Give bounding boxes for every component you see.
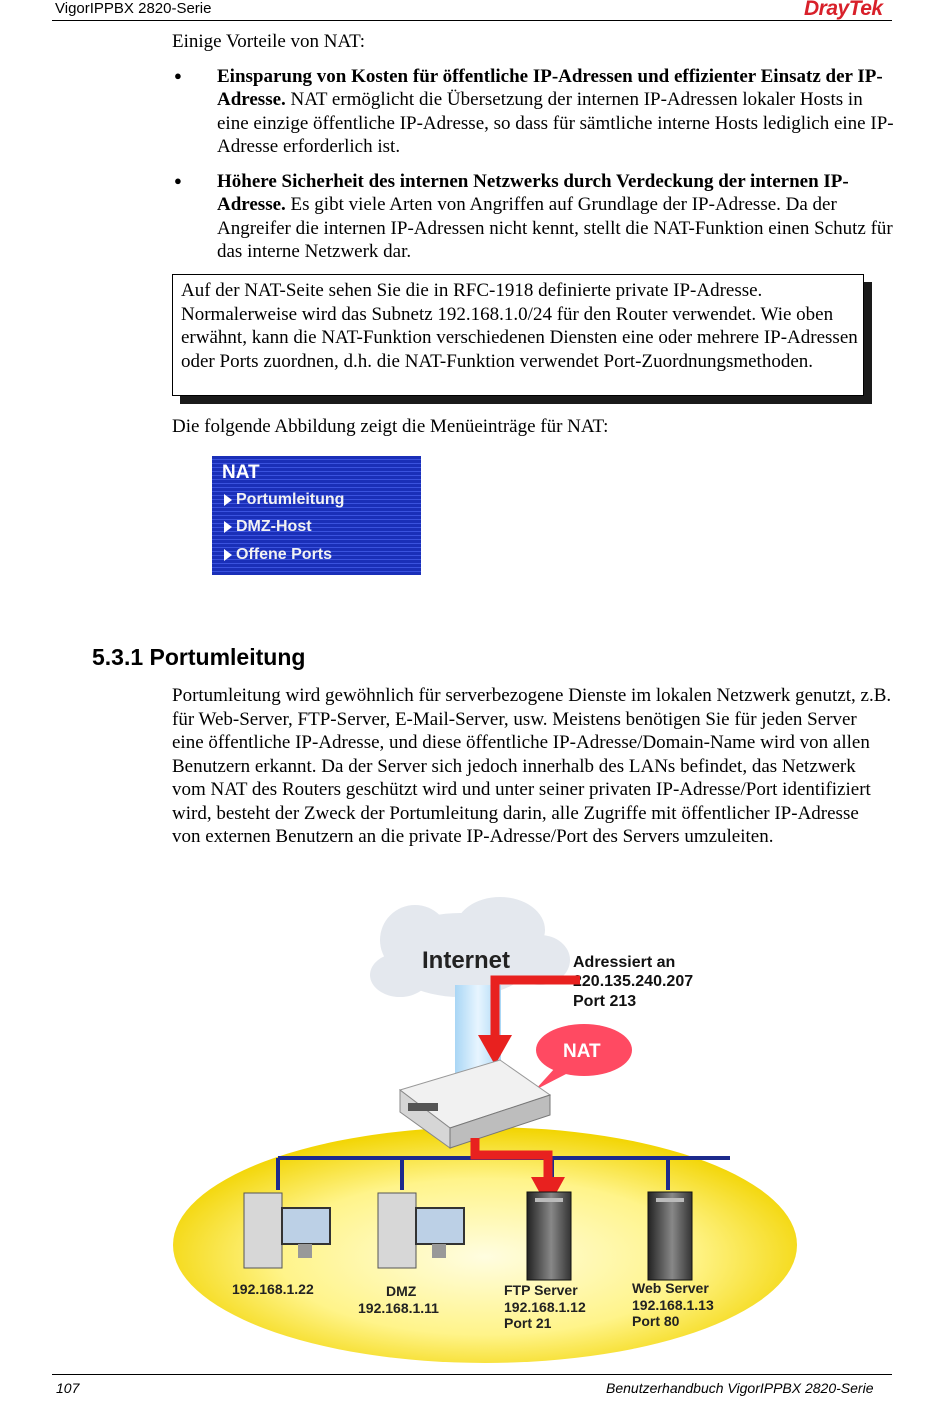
menu-item-label: Portumleitung [236, 491, 345, 508]
public-port-label: Port 213 [573, 993, 637, 1010]
nat-bubble-label: NAT [563, 1041, 601, 1062]
host-3-ip: 192.168.1.12 [504, 1299, 586, 1315]
host-2-name: DMZ [386, 1283, 417, 1299]
bullet-1-bold: Einsparung von Kosten für öffentliche IP-Adressen und effizienter Einsatz der IP-Adresse. [217, 66, 883, 111]
bullet-2-bold: Höhere Sicherheit des internen Netzwerks durch Verdeckung der internen IP-Adresse. [217, 171, 849, 216]
host-3-name: FTP Server [504, 1282, 578, 1298]
header-title: VigorIPPBX 2820-Serie [55, 0, 212, 17]
nat-menu [212, 456, 421, 575]
bullet-item-1 [217, 65, 897, 158]
menu-item-label: DMZ-Host [236, 518, 312, 535]
footer-manual-title: Benutzerhandbuch VigorIPPBX 2820-Serie [606, 1380, 874, 1396]
nat-menu-title: NAT [222, 462, 260, 483]
triangle-right-icon [224, 549, 232, 561]
header-divider [52, 20, 892, 21]
host-1-ip: 192.168.1.22 [232, 1281, 314, 1297]
figure-caption: Die folgende Abbildung zeigt die Menüeinträge für NAT: [172, 416, 609, 437]
body-paragraph: Portumleitung wird gewöhnlich für serverbezogene Dienste im lokalen Netzwerk genutzt, z.B. für Web-Server, FTP-Server, E-Mail-Server, usw. Meistens benötigen Sie für jeden Server eine öffentliche IP-Adresse, und diese öffentliche IP-Adresse/Domain-Name wird von allen Benutzern erkannt. Da der Server sich jedoch innerhalb des LANs befindet, das Netzwerk vom NAT des Routers geschützt wird und unter seiner privaten IP-Adresse/Port identifiziert wird, besteht der Zweck der Portumleitung darin, alle Zugriffe mit öffentlicher IP-Adresse von externen Benutzern an die private IP-Adresse/Port des Servers umzuleiten. [172, 685, 892, 847]
brand-logo: DrayTek [804, 0, 883, 20]
port-redirection-diagram [170, 890, 810, 1370]
page-number: 107 [56, 1380, 80, 1396]
menu-item-portumleitung[interactable] [224, 491, 344, 509]
menu-item-label: Offene Ports [236, 546, 333, 563]
bullet-dot: ● [174, 68, 182, 83]
bullet-dot: ● [174, 173, 182, 188]
triangle-right-icon [224, 494, 232, 506]
host-4-port: Port 80 [632, 1313, 680, 1329]
public-ip-label: 220.135.240.207 [573, 973, 694, 990]
server-icon [648, 1192, 692, 1280]
addressed-label: Adressiert an [573, 954, 676, 971]
host-2-ip: 192.168.1.11 [358, 1300, 439, 1316]
host-3-port: Port 21 [504, 1315, 552, 1331]
section-heading: 5.3.1 Portumleitung [92, 644, 306, 670]
intro-text: Einige Vorteile von NAT: [172, 31, 366, 52]
internet-label: Internet [422, 947, 511, 974]
menu-item-dmz-host[interactable] [224, 518, 312, 536]
bullet-1-text: NAT ermöglicht die Übersetzung der internen IP-Adressen lokaler Hosts in eine einzige öffentliche IP-Adresse, so dass für sämtliche interne Hosts lediglich eine IP-Adresse erforderlich ist. [217, 89, 894, 157]
bullet-2-text: Es gibt viele Arten von Angriffen auf Grundlage der IP-Adresse. Da der Angreifer die internen IP-Adressen nicht kennt, stellt die NAT-Funktion einen Schutz für das interne Netzwerk dar. [217, 194, 893, 262]
host-4-name: Web Server [632, 1280, 709, 1296]
triangle-right-icon [224, 521, 232, 533]
note-box: Auf der NAT-Seite sehen Sie die in RFC-1918 definierte private IP-Adresse. Normalerweise wird das Subnetz 192.168.1.0/24 für den Router verwendet. Wie oben erwähnt, kann die NAT-Funktion verschiedenen Diensten eine oder mehrere IP-Adressen oder Ports zuordnen, d.h. die NAT-Funktion verwendet Port-Zuordnungsmethoden. [172, 274, 864, 396]
menu-item-offene-ports[interactable] [224, 546, 332, 564]
footer-divider [52, 1374, 892, 1375]
bullet-item-2 [217, 170, 897, 263]
server-icon [527, 1192, 571, 1280]
host-4-ip: 192.168.1.13 [632, 1297, 714, 1313]
